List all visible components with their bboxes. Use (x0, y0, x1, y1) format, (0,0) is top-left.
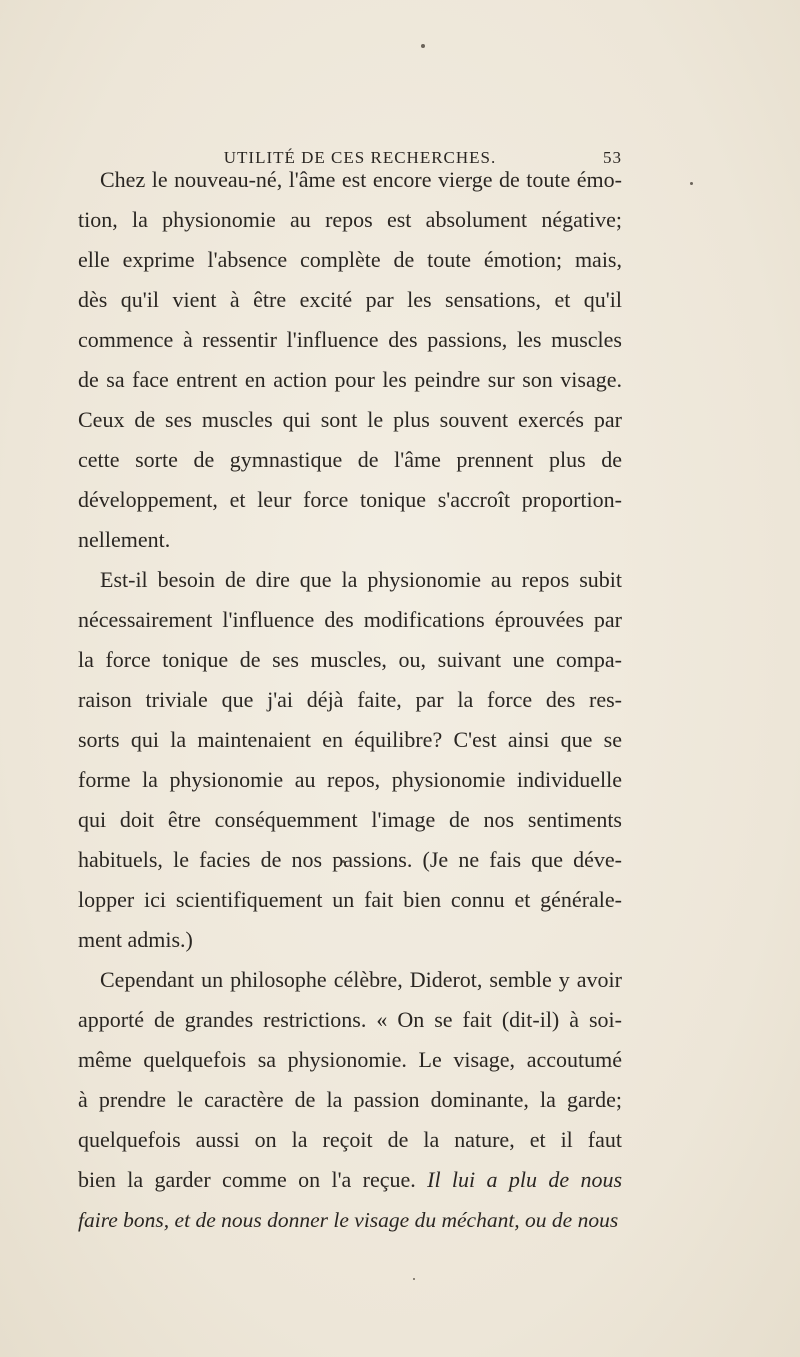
text-line: Ceux de ses muscles qui sont le plus souvent exercés par (78, 407, 622, 432)
text-line-mixed (78, 1160, 622, 1200)
italic-run: Il lui a plu de nous (427, 1167, 623, 1192)
text-line: cette sorte de gymnastique de l'âme prennent plus de (78, 447, 622, 472)
text-line: développement, et leur force tonique s'accroît proportion- (78, 487, 622, 512)
text-line: Est-il besoin de dire que la physionomie au repos subit (100, 567, 622, 592)
text-line: elle exprime l'absence complète de toute émotion; mais, (78, 247, 622, 272)
text-line: forme la physionomie au repos, physionomie individuelle (78, 767, 622, 792)
body-text (78, 160, 622, 1240)
speck (413, 1278, 415, 1280)
text-line: nécessairement l'influence des modifications éprouvées par (78, 607, 622, 632)
text-line: habituels, le facies de nos passions. (Je ne fais que déve- (78, 847, 622, 872)
text-line: apporté de grandes restrictions. « On se fait (dit-il) à soi- (78, 1007, 622, 1032)
text-line: ment admis.) (78, 927, 193, 952)
text-line: à prendre le caractère de la passion dominante, la garde; (78, 1087, 622, 1112)
text-line: même quelquefois sa physionomie. Le visage, accoutumé (78, 1047, 622, 1072)
text-line: Cependant un philosophe célèbre, Diderot, semble y avoir (100, 967, 622, 992)
roman-run: bien la garder comme on l'a reçue. (78, 1167, 416, 1192)
text-line: commence à ressentir l'influence des passions, les muscles (78, 327, 622, 352)
text-line: quelquefois aussi on la reçoit de la nature, et il faut (78, 1127, 622, 1152)
text-line: Chez le nouveau-né, l'âme est encore vierge de toute émo- (100, 167, 622, 192)
text-line: lopper ici scientifiquement un fait bien connu et générale- (78, 887, 622, 912)
text-line: faire bons, et de nous donner le visage du méchant, ou de nous (78, 1208, 619, 1232)
text-line: dès qu'il vient à être excité par les sensations, et qu'il (78, 287, 622, 312)
page-number: 53 (603, 148, 622, 167)
text-line: de sa face entrent en action pour les peindre sur son visage. (78, 367, 622, 392)
speck (421, 44, 425, 48)
text-line: sorts qui la maintenaient en équilibre? C'est ainsi que se (78, 727, 622, 752)
text-line: nellement. (78, 527, 171, 552)
text-line: raison triviale que j'ai déjà faite, par la force des res- (78, 687, 622, 712)
text-line: tion, la physionomie au repos est absolument négative; (78, 207, 622, 232)
running-title: UTILITÉ DE CES RECHERCHES. (223, 148, 497, 167)
text-line: qui doit être conséquemment l'image de nos sentiments (78, 807, 622, 832)
text-line: la force tonique de ses muscles, ou, suivant une compa- (78, 647, 622, 672)
speck (690, 182, 693, 185)
